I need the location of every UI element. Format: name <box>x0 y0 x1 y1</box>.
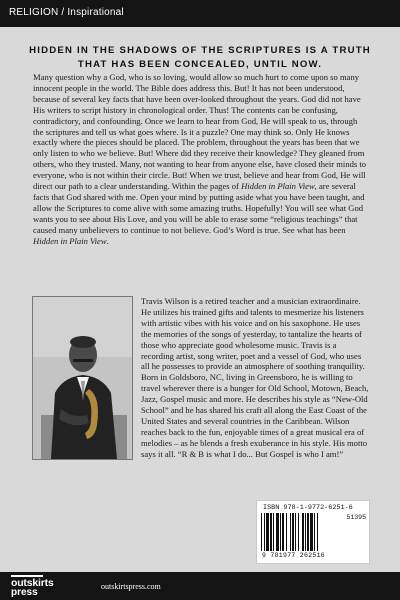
ean-number: 9 781977 262516 <box>262 552 326 559</box>
barcode-bar <box>270 513 272 551</box>
barcode-bar <box>305 513 306 551</box>
logo-word: outskirts <box>11 577 54 589</box>
barcode-bar <box>286 513 287 551</box>
book-title-italic: Hidden in Plain View <box>241 181 315 192</box>
isbn-label: ISBN 978-1-9772-6251-6 <box>263 504 353 512</box>
blurb-part-3: . <box>106 235 109 246</box>
barcode-bar <box>282 513 284 551</box>
barcode-bar <box>264 513 265 551</box>
barcode-bar <box>290 513 291 551</box>
blurb-text <box>33 72 368 247</box>
barcode-bar <box>273 513 274 551</box>
publisher-website: outskirtspress.com <box>101 582 161 591</box>
barcode-bars <box>261 513 335 551</box>
barcode-bar <box>298 513 299 551</box>
barcode-bar <box>317 513 318 551</box>
barcode-bar <box>292 513 294 551</box>
category-label: RELIGION / Inspirational <box>9 7 124 18</box>
logo-press: press <box>11 587 38 598</box>
barcode-bar <box>261 513 262 551</box>
barcode-bar <box>276 513 279 551</box>
headline: HIDDEN IN THE SHADOWS OF THE SCRIPTURES IS A TRUTH THAT HAS BEEN CONCEALED, UNTIL NOW. <box>29 45 371 70</box>
barcode-bar <box>310 513 313 551</box>
author-photo-image <box>33 297 132 459</box>
barcode-bar <box>314 513 315 551</box>
author-bio-text: Travis Wilson is a retired teacher and a musician extraordinaire. He utilizes his trained gifts and talents to mesmerize his listeners with artistic vibes with his voice and on his saxophone. He uses the memories of the songs of yesterday, to tantalize the hearts of those who appreciate good wholesome music. Travis is a recording artist, song writer, poet and a vessel of God, who uses all he possesses to provide an atmosphere of soothing tranquility. Born in Goldsboro, NC, living in Greensboro, he is willing to travel wherever there is a hunger for Old School, Motown, Beach, Jazz, Gospel music and more. He describes his style as “New-Old School” and he has shared his craft all along the East Coast of the United States and several countries in the Caribbean. Wilson reaches back to the fun, enjoyable times of a great musical era of melodies – as he blends a fresh exuberance in his style. His motto says it all. “R & B is what I do... But Gospel is who I am!” <box>141 296 369 459</box>
category-band <box>0 0 400 27</box>
barcode-box <box>256 500 370 564</box>
blurb-part-1: Many question why a God, who is so loving, would allow so much hurt to come upon so many innocent people in the world. The Bible does address this. But! It has not been understood, because of several key facts that have been over-looked throughout the years. God did not have His writers to script history in chronological order. Thus! The contents can be confusing, contradictory, and confounding. Once we learn to hear from God, He will speak to us, through the scriptures and tell us what goes where. Is it a puzzle? One may think so. Only He knows exactly where the pieces should be placed. The problem, throughout the years has been that we only listen to who we believe. But! Where did they receive their knowledge? They gleaned from others, who they trusted. Many, not wanting to hear from anyone else, have closed their minds to everyone, who is not within their circle. But! When we trust, believe and hear from God, He will direct our path to a clear understanding. Within the pages of <box>33 72 367 192</box>
barcode-bar <box>295 513 296 551</box>
blurb-part-2: , are several facts that God shared with me. Open your mind by putting aside what you have been taught, and allow the Scriptures to come alive with some amazing truths. Hopefully! You will see what God wants you to see about His Love, and you will be able to erase some “religious teachings” that caused many unbelievers to continue to not believe. God’s Word is true. See what has been <box>33 181 365 235</box>
price-code: 51395 <box>346 514 366 521</box>
barcode-bar <box>280 513 281 551</box>
author-photo <box>32 296 133 460</box>
book-title-italic: Hidden in Plain View <box>33 235 107 246</box>
barcode-bar <box>307 513 309 551</box>
barcode-bar <box>266 513 269 551</box>
barcode-bar <box>302 513 304 551</box>
publisher-logo <box>9 574 87 598</box>
publisher-band <box>0 572 400 600</box>
